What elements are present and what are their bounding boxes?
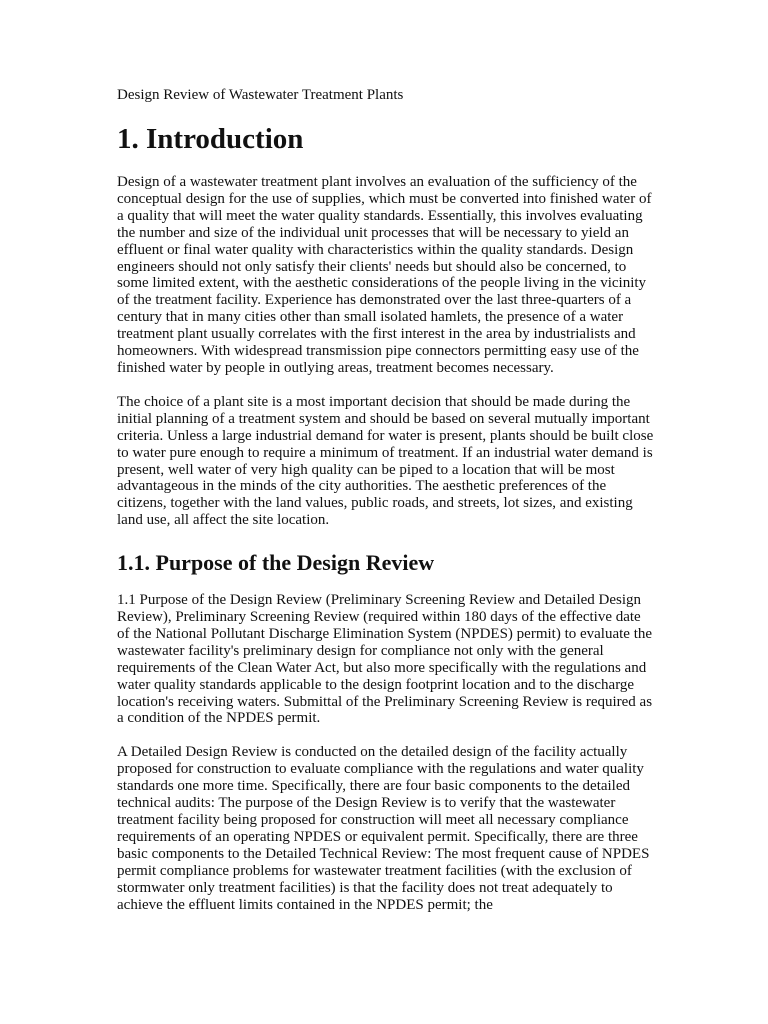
- section-heading-purpose-of-design-review: 1.1. Purpose of the Design Review: [117, 550, 435, 576]
- introduction-paragraph-2: The choice of a plant site is a most important decision that should be made during the initial planning of a treatment system and should be based on several mutually important criteria. Unless a large industrial demand for water is present, plants should be built close to water pure enough to require a minimum of treatment. If an industrial water demand is present, well water of very high quality can be piped to a location that will be most advantageous in the minds of the city authorities. The aesthetic preferences of the citizens, together with the land values, public roads, and streets, lot sizes, and existing land use, all affect the site location.: [117, 393, 654, 529]
- document-title: Design Review of Wastewater Treatment Plants: [117, 87, 404, 103]
- section-heading-introduction: 1. Introduction: [117, 123, 304, 155]
- introduction-paragraph-1: Design of a wastewater treatment plant involves an evaluation of the sufficiency of the conceptual design for the use of supplies, which must be converted into finished water of a quality that will meet the water quality standards. Essentially, this involves evaluating the number and size of the individual unit processes that will be necessary to yield an effluent or final water quality with characteristics within the quality standards. Design engineers should not only satisfy their clients' needs but should also be concerned, to some limited extent, with the aesthetic considerations of the people living in the vicinity of the treatment facility. Experience has demonstrated over the last three-quarters of a century that in many cities other than small isolated hamlets, the presence of a water treatment plant usually correlates with the first interest in the area by industrialists and homeowners. With widespread transmission pipe connectors permitting easy use of the finished water by people in outlying areas, treatment becomes necessary.: [117, 174, 652, 376]
- purpose-paragraph-2: A Detailed Design Review is conducted on the detailed design of the facility actually proposed for construction to evaluate compliance with the regulations and water quality standards one more time. Specifically, there are four basic components to the detailed technical audits: The purpose of the Design Review is to verify that the wastewater treatment facility being proposed for construction will meet all necessary compliance requirements of an operating NPDES or equivalent permit. Specifically, there are three basic components to the Detailed Technical Review: The most frequent cause of NPDES permit compliance problems for wastewater treatment facilities (with the exclusion of stormwater only treatment facilities) is that the facility does not treat adequately to achieve the effluent limits contained in the NPDES permit; the: [117, 744, 650, 913]
- document-page: [117, 86, 654, 930]
- purpose-paragraph-1: 1.1 Purpose of the Design Review (Preliminary Screening Review and Detailed Design Review), Preliminary Screening Review (required within 180 days of the effective date of the National Pollutant Discharge Elimination System (NPDES) permit) to evaluate the wastewater facility's preliminary design for compliance not only with the general requirements of the Clean Water Act, but also more specifically with the regulations and water quality standards applicable to the design footprint location and to the discharge location's receiving waters. Submittal of the Preliminary Screening Review is required as a condition of the NPDES permit.: [117, 592, 653, 727]
